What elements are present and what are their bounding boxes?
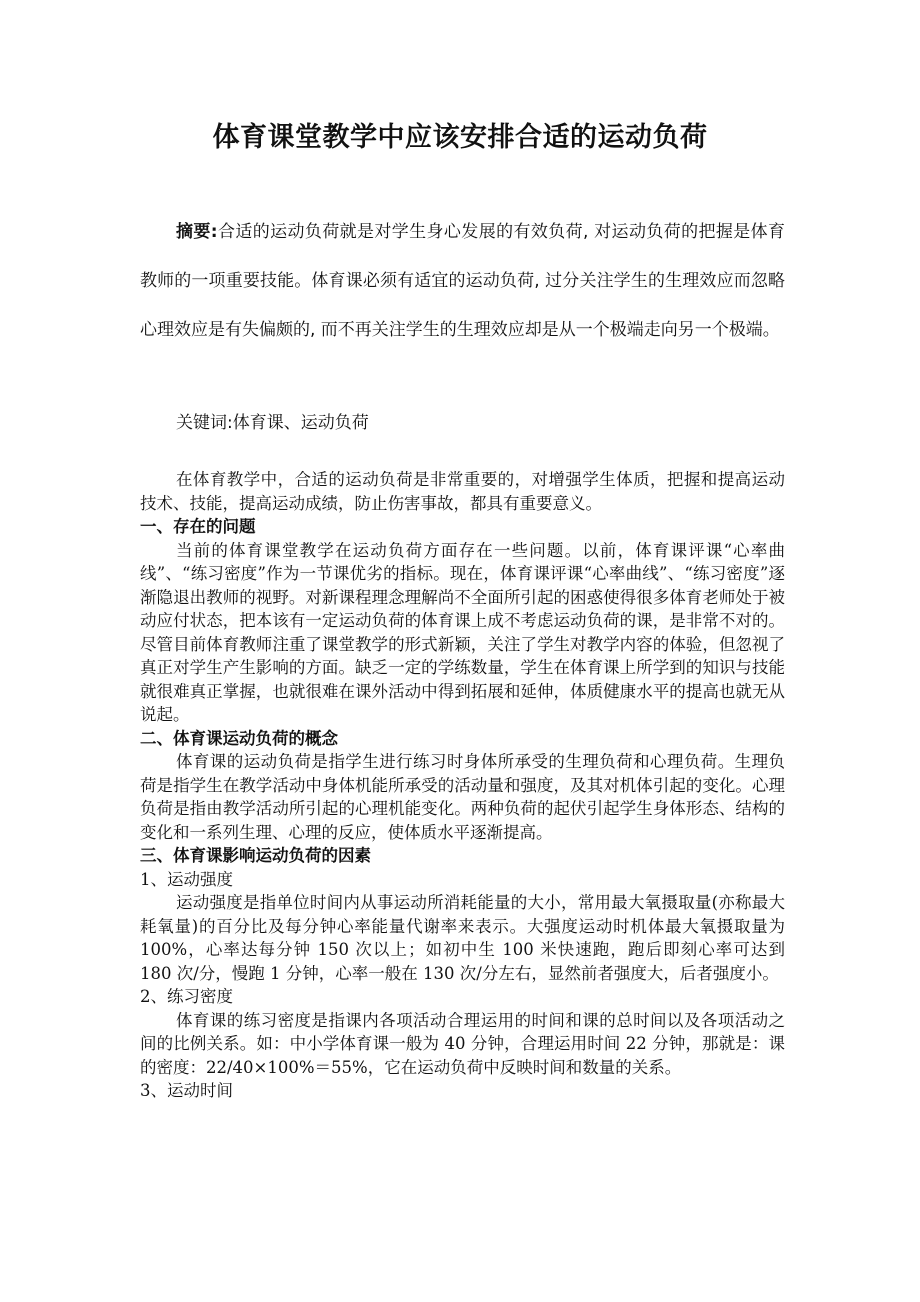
document-title: 体育课堂教学中应该安排合适的运动负荷 (212, 122, 708, 153)
subsection-heading-density: 2、练习密度 (140, 987, 233, 1006)
abstract-label: 摘要: (176, 222, 218, 242)
subsection-heading-duration: 3、运动时间 (140, 1081, 233, 1100)
subsection-density-paragraph: 体育课的练习密度是指课内各项活动合理运用的时间和课的总时间以及各项活动之间的比例关系。如：中小学体育课一般为 40 分钟，合理运用时间 22 分钟，那就是：课的密度：22/40×100%＝55%，它在运动负荷中反映时间和数量的关系。 (140, 1010, 785, 1077)
abstract (140, 208, 785, 355)
section-concept-paragraph: 体育课的运动负荷是指学生进行练习时身体所承受的生理负荷和心理负荷。生理负荷是指学生在教学活动中身体机能所承受的活动量和强度，及其对机体引起的变化。心理负荷是指由教学活动所引起的心理机能变化。两种负荷的起伏引起学生身体形态、结构的变化和一系列生理、心理的反应，使体质水平逐渐提高。 (140, 752, 785, 842)
keywords (176, 405, 785, 441)
document-body (140, 468, 785, 1103)
section-heading-problems: 一、存在的问题 (140, 517, 256, 536)
section-heading-concept: 二、体育课运动负荷的概念 (140, 728, 338, 748)
keywords-label: 关键词: (176, 413, 233, 433)
subsection-heading-intensity: 1、运动强度 (140, 869, 233, 889)
abstract-text: 合适的运动负荷就是对学生身心发展的有效负荷, 对运动负荷的把握是体育教师的一项重要技能。体育课必须有适宜的运动负荷, 过分关注学生的生理效应而忽略心理效应是有失偏颇的, 而不再关注学生的生理效应却是从一个极端走向另一个极端。 (140, 222, 785, 340)
keywords-text: 体育课、运动负荷 (232, 413, 369, 433)
section-heading-factors: 三、体育课影响运动负荷的因素 (140, 846, 371, 865)
section-problems-paragraph: 当前的体育课堂教学在运动负荷方面存在一些问题。以前，体育课评课“心率曲线”、“练习密度”作为一节课优劣的指标。现在，体育课评课“心率曲线”、“练习密度”逐渐隐退出教师的视野。对新课程理念理解尚不全面所引起的困惑使得很多体育老师处于被动应付状态，把本该有一定运动负荷的体育课上成不考虑运动负荷的课，是非常不对的。尽管目前体育教师注重了课堂教学的形式新颖，关注了学生对教学内容的体验，但忽视了真正对学生产生影响的方面。缺乏一定的学练数量，学生在体育课上所学到的知识与技能就很难真正掌握，也就很难在课外活动中得到拓展和延伸，体质健康水平的提高也就无从说起。 (140, 540, 785, 724)
intro-paragraph: 在体育教学中，合适的运动负荷是非常重要的，对增强学生体质，把握和提高运动技术、技能，提高运动成绩，防止伤害事故，都具有重要意义。 (140, 470, 785, 513)
subsection-intensity-paragraph: 运动强度是指单位时间内从事运动所消耗能量的大小，常用最大氧摄取量(亦称最大耗氧量)的百分比及每分钟心率能量代谢率来表示。大强度运动时机体最大氧摄取量为 100%，心率达每分钟 150 次以上；如初中生 100 米快速跑，跑后即刻心率可达到 180 次/分，慢跑 1 分钟，心率一般在 130 次/分左右，显然前者强度大，后者强度小。 (140, 893, 785, 983)
